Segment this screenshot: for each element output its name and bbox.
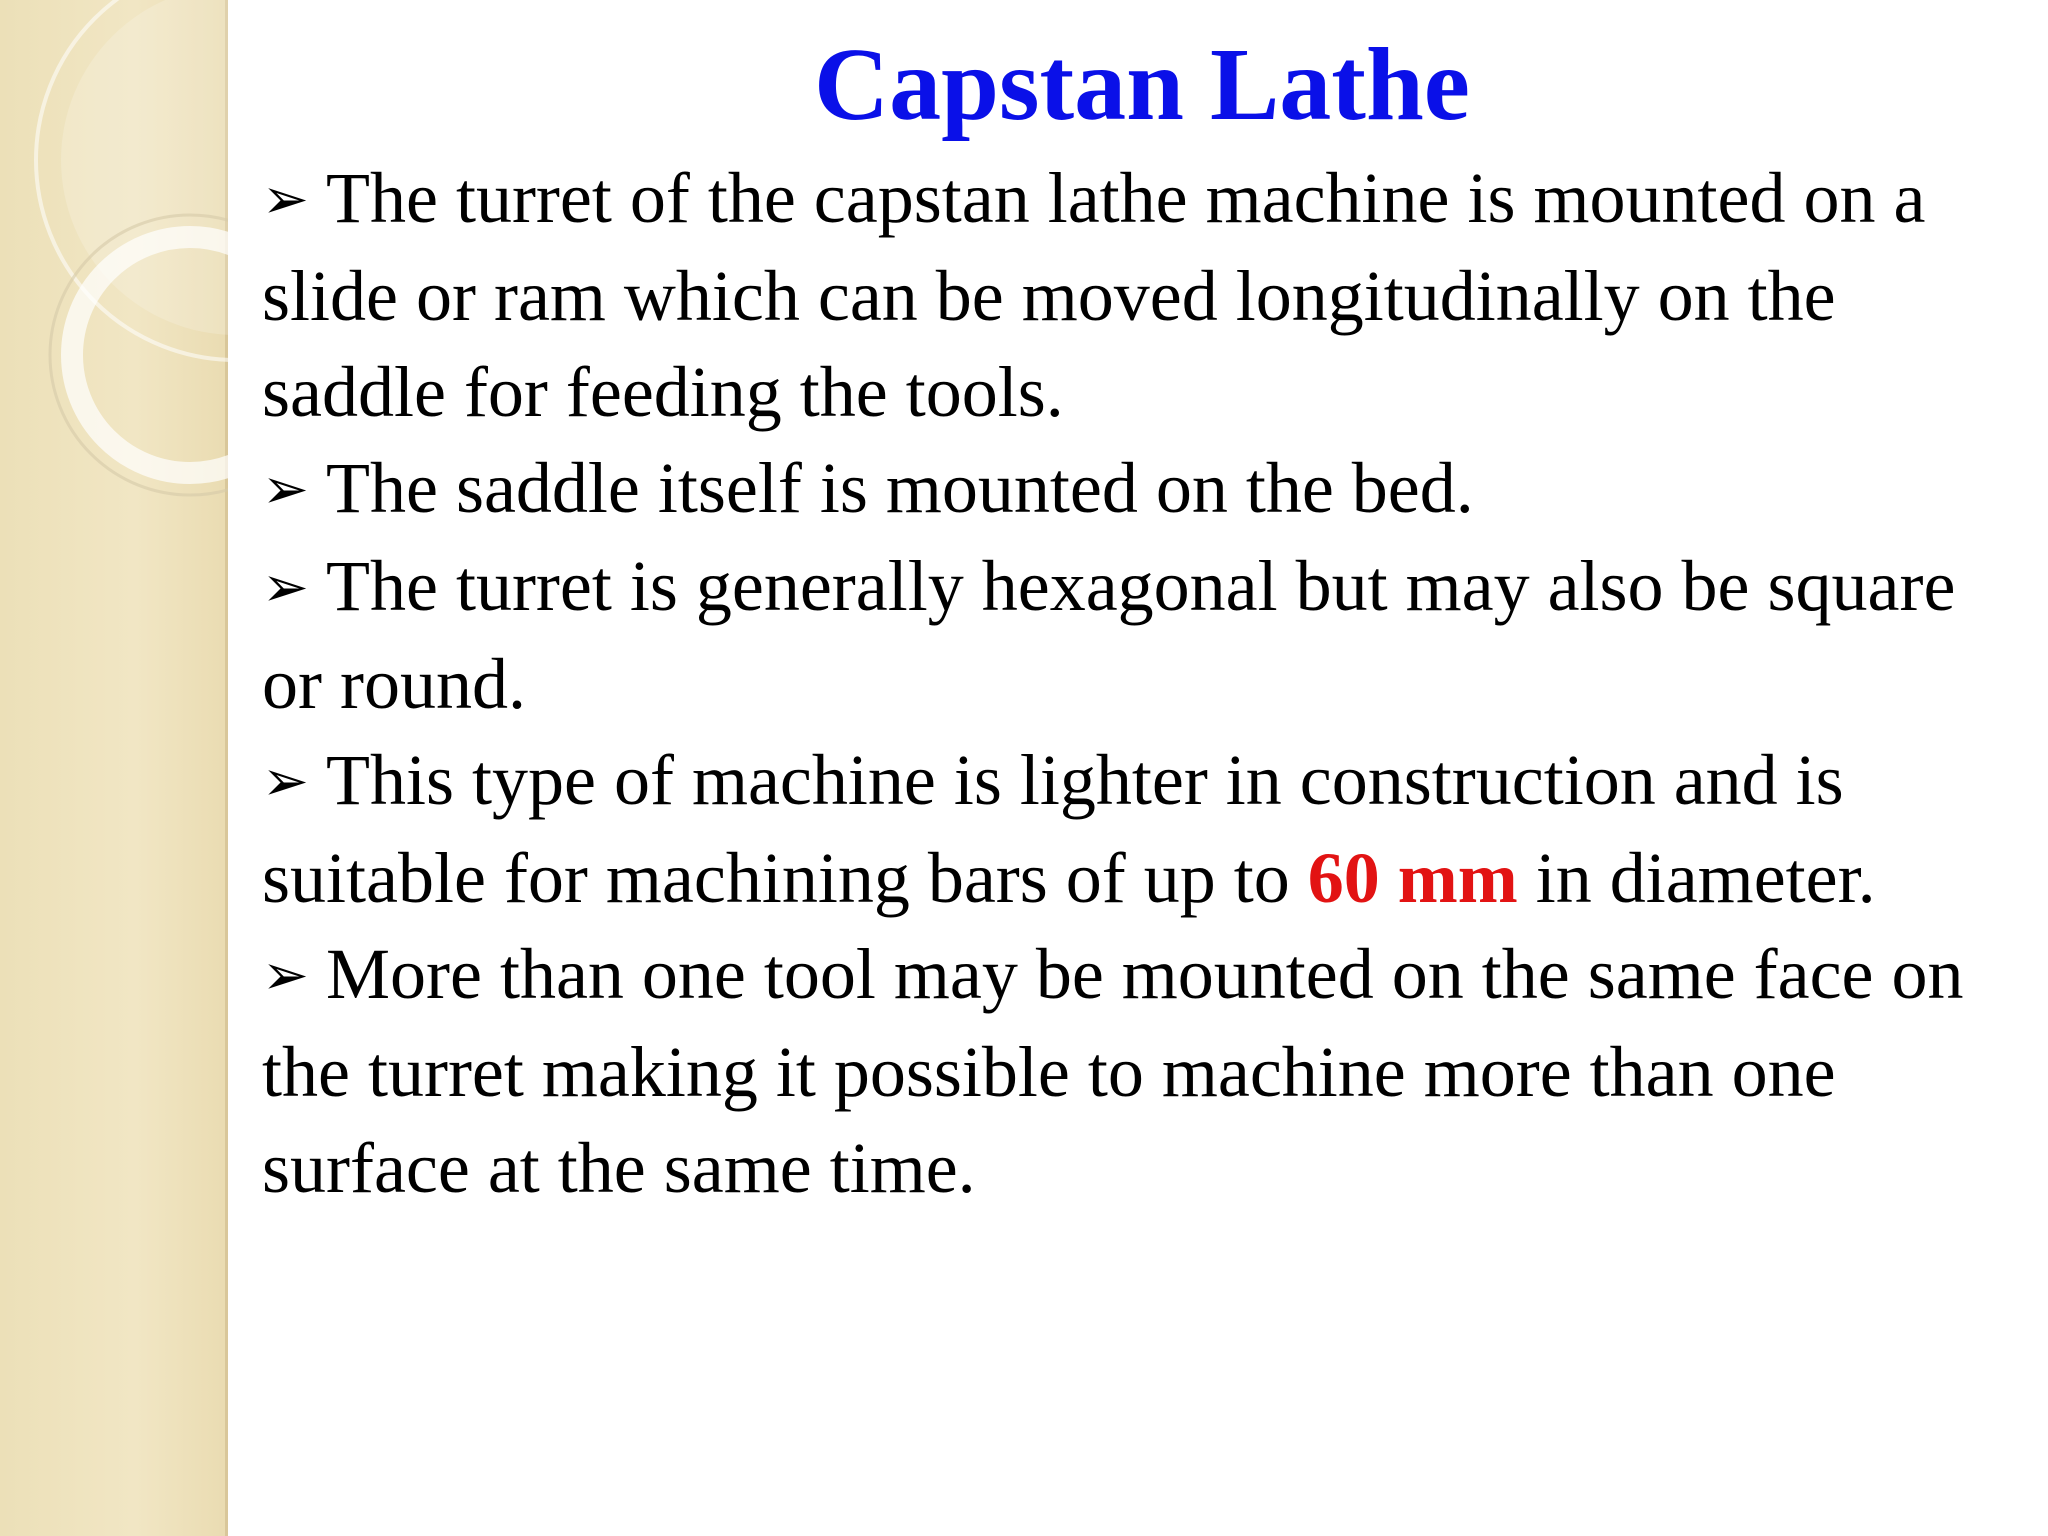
arrow-bullet-icon: ➢	[262, 555, 309, 620]
bullet-text: in diameter.	[1517, 838, 1876, 918]
bullet-text: The turret is generally hexagonal but may also be square or round.	[262, 546, 1956, 724]
bullet-item	[262, 150, 2012, 440]
decorative-side-panel	[0, 0, 228, 1536]
highlighted-value: 60 mm	[1307, 838, 1518, 918]
bullet-list	[262, 150, 2012, 1216]
bullet-item	[262, 538, 2012, 732]
bullet-item	[262, 926, 2012, 1216]
bullet-text: More than one tool may be mounted on the same face on the turret making it possible to machine more than one surface at the same time.	[262, 934, 1964, 1208]
decorative-rings-graphic	[0, 0, 228, 1536]
slide-title: Capstan Lathe	[814, 27, 1470, 142]
bullet-text: This type of machine is lighter in construction and is suitable for machining bars of up to	[262, 740, 1844, 918]
bullet-item	[262, 440, 2012, 538]
arrow-bullet-icon: ➢	[262, 167, 309, 232]
arrow-bullet-icon: ➢	[262, 457, 309, 522]
bullet-text: The turret of the capstan lathe machine is mounted on a slide or ram which can be moved longitudinally on the saddle for feeding the tools.	[262, 158, 1926, 432]
bullet-item	[262, 732, 2012, 926]
bullet-text: The saddle itself is mounted on the bed.	[326, 448, 1474, 528]
slide-content	[262, 20, 2022, 1216]
arrow-bullet-icon: ➢	[262, 749, 309, 814]
arrow-bullet-icon: ➢	[262, 943, 309, 1008]
